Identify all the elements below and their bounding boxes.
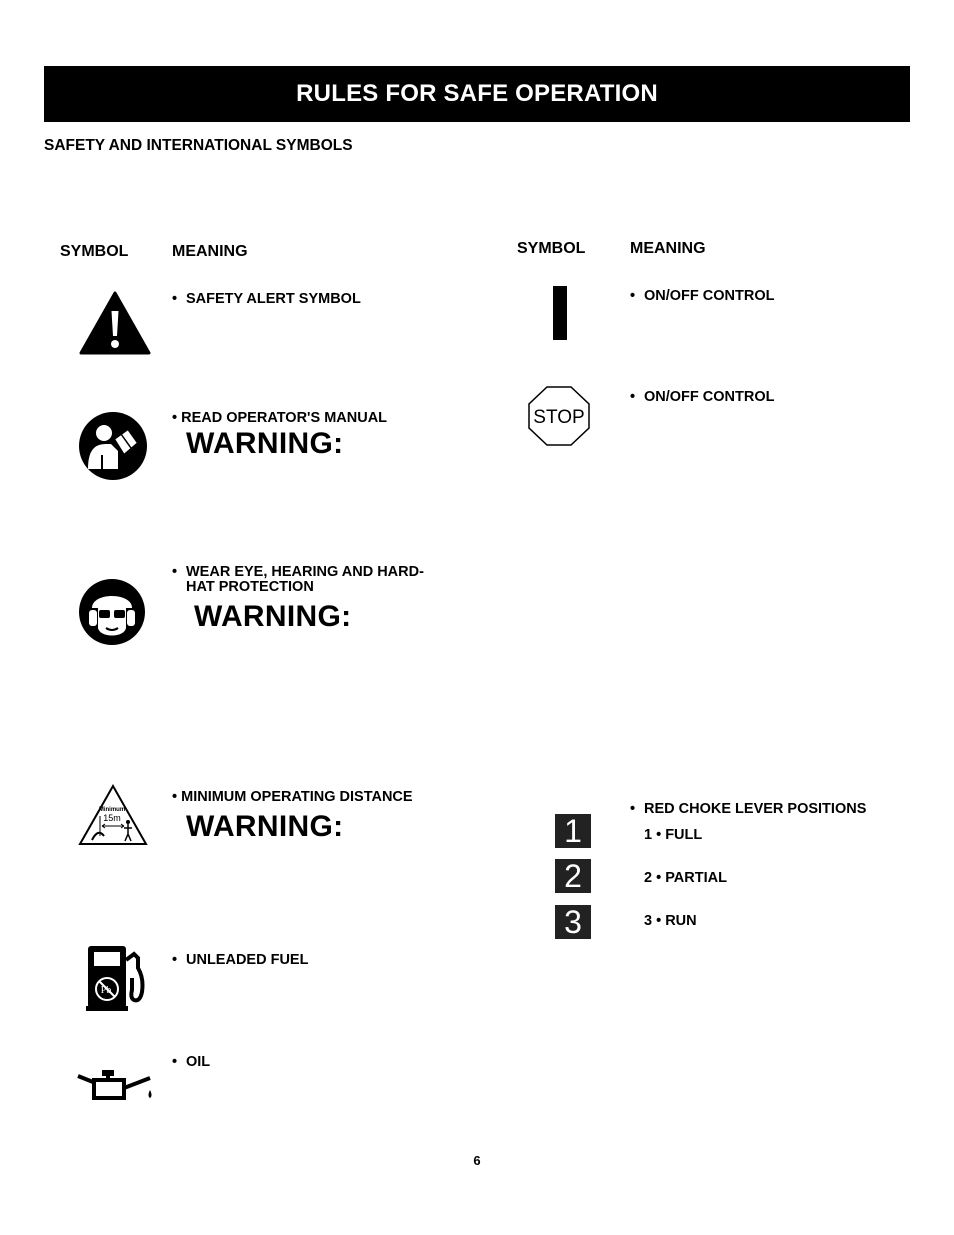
- stop-sign-icon: [527, 385, 591, 447]
- choke-position-3-icon: 3: [555, 905, 591, 939]
- section-title: SAFETY AND INTERNATIONAL SYMBOLS: [44, 137, 353, 154]
- eye-ear-protection-icon: [78, 578, 146, 646]
- page-number: 6: [473, 1153, 481, 1168]
- warning-eye-protection: WARNING:: [194, 600, 352, 633]
- unleaded-fuel-icon: [84, 944, 150, 1012]
- oil-can-icon: [74, 1066, 156, 1106]
- choke-position-run: 3 • RUN: [644, 913, 697, 929]
- meaning-unleaded-fuel: • UNLEADED FUEL: [172, 952, 309, 968]
- meaning-read-manual: • READ OPERATOR'S MANUAL: [172, 410, 388, 426]
- read-manual-icon: [78, 411, 148, 481]
- left-symbol-header: SYMBOL: [60, 243, 129, 260]
- distance-label: 15m: [103, 813, 121, 823]
- left-meaning-header: MEANING: [172, 243, 248, 260]
- header-banner: [44, 66, 910, 122]
- safety-alert-icon: [79, 291, 151, 355]
- right-symbol-header: SYMBOL: [517, 240, 586, 257]
- meaning-safety-alert: • SAFETY ALERT SYMBOL: [172, 291, 361, 307]
- fuel-pb-label: Pb: [100, 985, 112, 996]
- meaning-choke-lever: • RED CHOKE LEVER POSITIONS: [630, 801, 867, 817]
- distance-label-top: Minimum: [98, 807, 126, 813]
- warning-minimum-distance: WARNING:: [186, 810, 344, 843]
- minimum-distance-icon: [78, 784, 148, 846]
- meaning-eye-ear-protection: • WEAR EYE, HEARING AND HARD- HAT PROTECTION: [172, 564, 424, 595]
- choke-position-partial: 2 • PARTIAL: [644, 870, 727, 886]
- on-off-bar-icon: [553, 286, 567, 340]
- page-title: RULES FOR SAFE OPERATION: [296, 80, 658, 107]
- meaning-on-off-control-1: • ON/OFF CONTROL: [630, 288, 775, 304]
- meaning-oil: • OIL: [172, 1054, 211, 1070]
- right-meaning-header: MEANING: [630, 240, 706, 257]
- choke-position-1-icon: 1: [555, 814, 591, 848]
- meaning-minimum-distance: • MINIMUM OPERATING DISTANCE: [172, 789, 413, 805]
- warning-read-manual: WARNING:: [186, 427, 344, 460]
- choke-position-full: 1 • FULL: [644, 827, 703, 843]
- meaning-on-off-control-2: • ON/OFF CONTROL: [630, 389, 775, 405]
- choke-position-2-icon: 2: [555, 859, 591, 893]
- stop-label: STOP: [533, 407, 585, 428]
